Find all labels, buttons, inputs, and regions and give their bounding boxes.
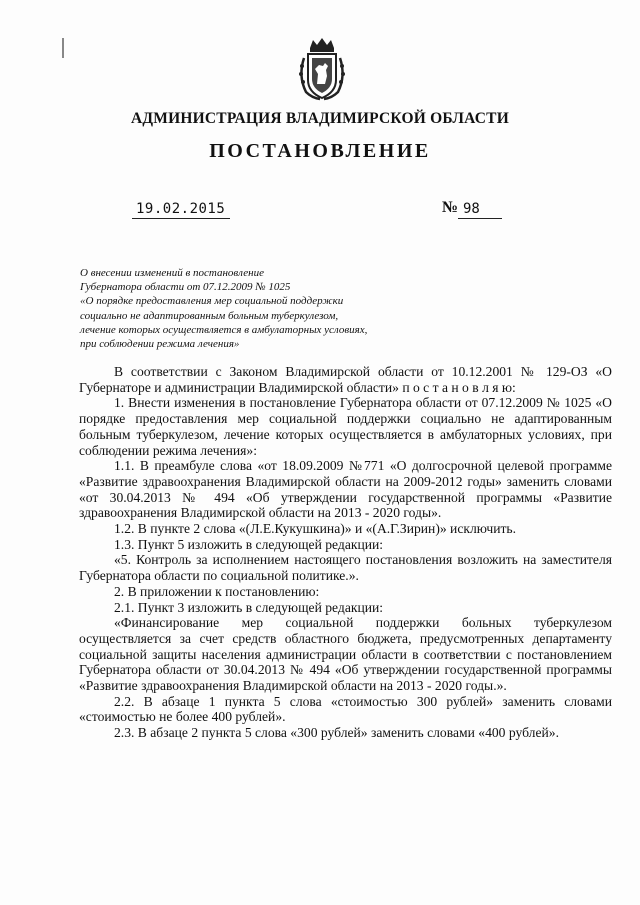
body-paragraph: 2. В приложении к постановлению:	[114, 583, 320, 599]
subject-line: лечение которых осуществляется в амбулаторных условиях,	[80, 323, 368, 336]
subject-line: «О порядке предоставления мер социальной поддержки	[80, 295, 344, 308]
document-date: 19.02.2015	[136, 201, 226, 217]
subject-line: О внесении изменений в постановление	[80, 267, 264, 279]
body-paragraph: «5. Контроль за исполнением настоящего постановления возложить на заместителя Губернатора области по социальной политике.».	[79, 552, 612, 584]
body-paragraph: 2.2. В абзаце 1 пункта 5 слова «стоимостью 300 рублей» заменить словами «стоимостью не более 400 рублей».	[79, 693, 612, 725]
body-paragraph: 1.2. В пункте 2 слова «(Л.Е.Кукушкина)» и «(А.Г.Зирин)» исключить.	[114, 521, 517, 537]
subject-line: социально не адаптированным больным туберкулезом,	[80, 309, 339, 322]
document-body	[79, 364, 612, 741]
document-number: 98	[463, 201, 480, 217]
subject-line: при соблюдении режима лечения»	[80, 338, 240, 351]
number-label: №	[442, 199, 459, 216]
body-paragraph: 1. Внести изменения в постановление Губернатора области от 07.12.2009 № 1025 «О порядке предоставления мер социальной поддержки социально не адаптированным больным туберкулезом, лечение которых осуществляется в амбулаторных условиях, при соблюдении режима лечения»:	[79, 395, 612, 458]
organization-title: АДМИНИСТРАЦИЯ ВЛАДИМИРСКОЙ ОБЛАСТИ	[131, 110, 509, 127]
document-type-title: ПОСТАНОВЛЕНИЕ	[209, 140, 431, 162]
body-paragraph: «Финансирование мер социальной поддержки больных туберкулезом осуществляется за счет средств областного бюджета, предусмотренных департаменту социальной защиты населения администрации области в соответствии с постановлением Губернатора области от 30.04.2013 № 494 «Об утверждении государственной программы «Развитие здравоохранения Владимирской области на 2013 - 2020 годы.».	[79, 615, 612, 694]
number-underline	[458, 218, 502, 219]
body-paragraph: 2.3. В абзаце 2 пункта 5 слова «300 рублей» заменить словами «400 рублей».	[114, 725, 559, 741]
body-paragraph: 1.1. В преамбуле слова «от 18.09.2009 №771 «О долгосрочной целевой программе «Развитие здравоохранения Владимирской области на 2009-2012 годы» заменить словами «от 30.04.2013 № 494 «Об утверждении государственной программы «Развитие здравоохранения Владимирской области на 2013 - 2020 годы».	[79, 458, 612, 521]
body-paragraph: 2.1. Пункт 3 изложить в следующей редакции:	[114, 599, 384, 615]
date-underline	[132, 218, 230, 219]
scan-mark	[62, 38, 64, 58]
document-subject	[80, 266, 440, 351]
body-paragraph: В соответствии с Законом Владимирской области от 10.12.2001 № 129-ОЗ «О Губернаторе и администрации Владимирской области» п о с т а н о в л я ю:	[79, 364, 612, 395]
subject-line: Губернатора области от 07.12.2009 № 1025	[80, 281, 291, 294]
coat-of-arms-icon	[292, 36, 352, 102]
body-paragraph: 1.3. Пункт 5 изложить в следующей редакции:	[114, 536, 384, 552]
